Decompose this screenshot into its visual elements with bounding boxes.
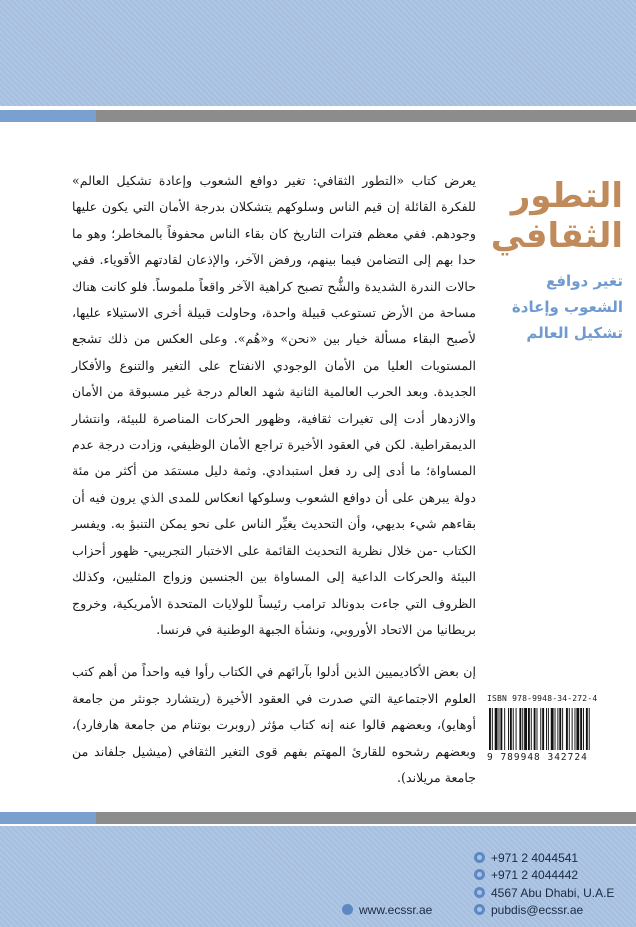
barcode-bar	[524, 708, 527, 750]
barcode-bar	[508, 708, 509, 750]
barcode-bar	[489, 708, 491, 750]
barcode-bar	[580, 708, 582, 750]
book-title-line-2: الثقافي	[490, 216, 623, 256]
website-link[interactable]	[342, 903, 432, 921]
barcode-bar	[575, 708, 576, 750]
barcode-bar	[528, 708, 530, 750]
barcode-bar	[576, 708, 579, 750]
stripe-gray-segment	[96, 812, 636, 824]
barcode-bar	[534, 708, 536, 750]
barcode-bar	[499, 708, 500, 750]
top-divider-stripe	[0, 110, 636, 122]
phone-2-text: +971 2 4044442	[491, 868, 579, 882]
isbn-label: ISBN 978-9948-34-272-4	[487, 694, 598, 703]
barcode-bar	[569, 708, 570, 750]
stripe-blue-segment	[0, 812, 96, 824]
email-text: pubdis@ecssr.ae	[491, 903, 584, 917]
contact-email[interactable]	[474, 903, 634, 921]
book-title-block	[488, 176, 623, 346]
barcode-bar	[559, 708, 561, 750]
subtitle-line-2: الشعوب وإعادة	[511, 298, 623, 316]
book-title-line-1: التطور	[510, 176, 623, 216]
barcode-bar	[546, 708, 547, 750]
barcode-bar	[540, 708, 541, 750]
website-text: www.ecssr.ae	[359, 903, 433, 917]
barcode-bar	[522, 708, 523, 750]
barcode-bar	[572, 708, 573, 750]
fax-icon	[474, 869, 485, 880]
isbn-barcode-block	[487, 694, 623, 764]
blurb-paragraph-1: يعرض كتاب «التطور الثقافي: تغير دوافع الشعوب وإعادة تشكيل العالم» للفكرة القائلة إن قيم الناس وسلوكهم يتشكلان بدرجة الأمان التي يكون عليها وجودهم. ففي معظم فترات التاريخ كان بقاء الناس محفوفاً بالمخاطر؛ وهو ما حدا بهم إلى التضامن فيما بينهم، ورفض الآخر، والإذعان لقادتهم الأقوياء. ففي حالات الندرة الشديدة والشُّح تصبح كراهية الآخر واقعاً ملموساً. فلو كانت هناك مساحة من الأرض تستوعب قبيلة واحدة، وحاولت قبيلة أخرى الاستيلاء عليها، لأصبح البقاء مسألة خيار بين «نحن» و«هُم». وعلى العكس من ذلك تشجع المستويات العليا من الأمان الوجودي الانفتاح على التغير والتنوع والأفكار الجديدة. وبعد الحرب العالمية الثانية شهد العالم درجة غير مسبوقة من الأمان والازدهار أدت إلى تغيرات ثقافية، وظهور الحركات المناصرة للبيئة، وانتشار الديمقراطية. لكن في العقود الأخيرة تراجع الأمان الوظيفي، وزادت درجة عدم المساواة؛ ما أدى إلى رد فعل استبدادي. وثمة دليل مستمَد من أكثر من مئة دولة يبرهن على أن دوافع الشعوب وسلوكها انعكاس للمدى الذي يرون فيه أن بقاءهم شيء بديهي، وأن التحديث يغيِّر الناس على نحو يمكن التنبؤ به. ويفسر الكتاب -من خلال نظرية التحديث القائمة على الاختبار التجريبي- ظهور أحزاب البيئة والحركات الداعية إلى المساواة بين الجنسين وزواج المثليين، وكذلك الظروف التي جاءت بدونالد ترامب رئيساً للولايات المتحدة الأمريكية، وخروج بريطانيا من الاتحاد الأوروبي، ونشأة الجبهة الوطنية في فرنسا.	[72, 173, 476, 637]
barcode-bar	[537, 708, 538, 750]
barcode-bar	[586, 708, 588, 750]
globe-icon	[342, 904, 353, 915]
barcode-bar	[548, 708, 549, 750]
barcode-bar	[513, 708, 514, 750]
barcode-bar	[562, 708, 563, 750]
barcode-bar	[495, 708, 498, 750]
barcode-bar	[519, 708, 521, 750]
barcode-bar	[542, 708, 544, 750]
address-text: 4567 Abu Dhabi, U.A.E	[491, 886, 615, 900]
stripe-blue-segment	[0, 110, 96, 122]
book-blurb	[72, 168, 476, 791]
barcode-bar	[500, 708, 502, 750]
barcode-bar	[531, 708, 532, 750]
barcode-bar	[555, 708, 556, 750]
barcode-bar	[492, 708, 493, 750]
email-icon	[474, 904, 485, 915]
subtitle-line-3: تشكيل العالم	[526, 324, 623, 342]
barcode-bar	[504, 708, 505, 750]
barcode-bar	[510, 708, 512, 750]
isbn-number: 9 789948 342724	[487, 752, 588, 763]
barcode-bar	[551, 708, 554, 750]
contact-phone	[474, 851, 634, 869]
barcode-bar	[566, 708, 568, 750]
stripe-gray-segment	[96, 110, 636, 122]
barcode-bar	[583, 708, 584, 750]
book-subtitle	[488, 268, 623, 346]
blurb-paragraph-2: إن بعض الأكاديميين الذين أدلوا بآرائهم في الكتاب رأوا فيه واحداً من أهم كتب العلوم الاجتماعية التي صدرت في العقود الأخيرة (ريتشارد جونثر من جامعة أوهايو)، وبعضهم قالوا عنه إنه كتاب مؤثر (روبرت بوتنام من جامعة هارفارد)، وبعضهم رشحوه للقارئ المهتم بفهم قوى التغير الثقافي (ميشيل جلفاند من جامعة مريلاند).	[72, 664, 476, 785]
phone-icon	[474, 852, 485, 863]
barcode-bar	[516, 708, 517, 750]
subtitle-line-1: تغير دوافع	[545, 272, 623, 290]
top-color-band	[0, 0, 636, 106]
contact-fax	[474, 868, 634, 886]
location-icon	[474, 887, 485, 898]
barcode	[487, 708, 623, 750]
barcode-bar	[589, 708, 590, 750]
barcode-bar	[557, 708, 558, 750]
bottom-divider-stripe	[0, 812, 636, 824]
phone-1-text: +971 2 4044541	[491, 851, 579, 865]
contact-address	[474, 886, 634, 904]
